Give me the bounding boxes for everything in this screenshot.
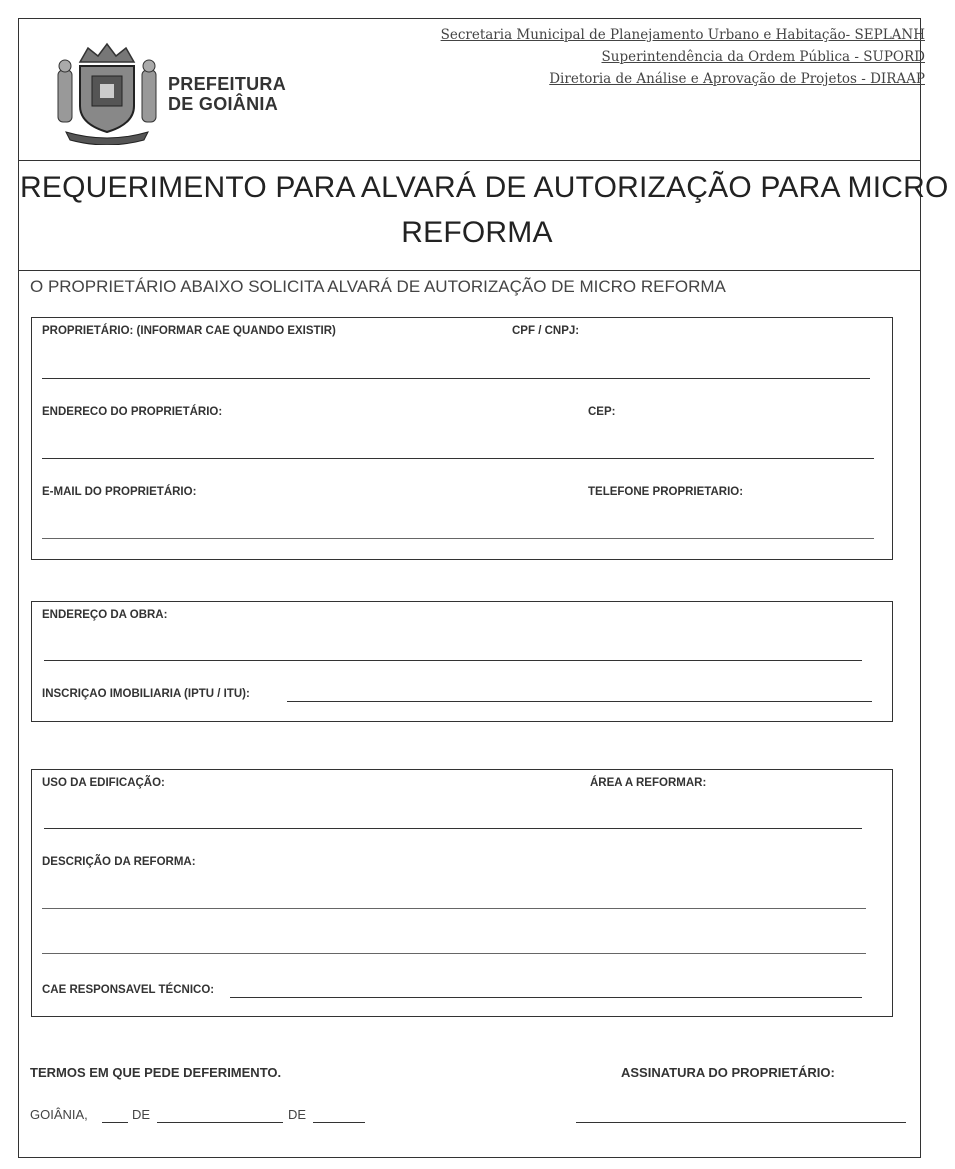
owner-address-label: ENDERECO DO PROPRIETÁRIO: xyxy=(42,406,223,418)
brand-line-2: DE GOIÂNIA xyxy=(168,94,279,114)
day-field[interactable] xyxy=(102,1122,128,1123)
cep-label: CEP: xyxy=(588,406,616,418)
reform-section xyxy=(31,769,893,1017)
header-divider xyxy=(18,160,921,161)
reform-description-line-1[interactable] xyxy=(42,908,866,909)
technical-cae-label: CAE RESPONSAVEL TÉCNICO: xyxy=(42,984,215,996)
property-registration-field[interactable] xyxy=(287,701,872,702)
form-title-line-2: REFORMA xyxy=(401,216,553,249)
terms-text: TERMOS EM QUE PEDE DEFERIMENTO. xyxy=(30,1065,282,1080)
owner-field[interactable] xyxy=(42,378,870,379)
property-registration-label: INSCRIÇAO IMOBILIARIA (IPTU / ITU): xyxy=(42,688,250,700)
de-label-1: DE xyxy=(132,1107,151,1122)
reform-description-line-2[interactable] xyxy=(42,953,866,954)
city-label: GOIÂNIA, xyxy=(30,1107,88,1122)
owner-signature-field[interactable] xyxy=(576,1122,906,1123)
year-field[interactable] xyxy=(313,1122,365,1123)
owner-section xyxy=(31,317,893,560)
form-title-line-1: REQUERIMENTO PARA ALVARÁ DE AUTORIZAÇÃO PARA MICRO xyxy=(20,171,949,204)
building-use-label: USO DA EDIFICAÇÃO: xyxy=(42,777,165,789)
owner-signature-label: ASSINATURA DO PROPRIETÁRIO: xyxy=(621,1065,835,1080)
owner-phone-label: TELEFONE PROPRIETARIO: xyxy=(588,486,744,498)
title-divider xyxy=(18,270,921,271)
building-use-field[interactable] xyxy=(44,828,862,829)
owner-email-label: E-MAIL DO PROPRIETÁRIO: xyxy=(42,486,197,498)
agency-supord: Superintendência da Ordem Pública - SUPORD xyxy=(601,49,925,65)
agency-seplanh: Secretaria Municipal de Planejamento Urbano e Habitação- SEPLANH xyxy=(440,27,925,43)
agency-diraap: Diretoria de Análise e Aprovação de Projetos - DIRAAP xyxy=(549,71,925,87)
brand-line-1: PREFEITURA xyxy=(168,74,287,94)
cpf-cnpj-label: CPF / CNPJ: xyxy=(512,325,580,337)
city-coat-of-arms-logo xyxy=(52,40,162,145)
owner-email-phone-field[interactable] xyxy=(42,538,874,539)
month-field[interactable] xyxy=(157,1122,283,1123)
form-subheading: O PROPRIETÁRIO ABAIXO SOLICITA ALVARÁ DE AUTORIZAÇÃO DE MICRO REFORMA xyxy=(30,277,726,296)
work-address-field[interactable] xyxy=(44,660,862,661)
owner-label: PROPRIETÁRIO: (INFORMAR CAE QUANDO EXISTIR) xyxy=(42,325,336,337)
reform-area-label: ÁREA A REFORMAR: xyxy=(590,777,707,789)
de-label-2: DE xyxy=(288,1107,307,1122)
technical-cae-field[interactable] xyxy=(230,997,862,998)
work-address-label: ENDEREÇO DA OBRA: xyxy=(42,609,168,621)
owner-address-field[interactable] xyxy=(42,458,874,459)
reform-description-label: DESCRIÇÃO DA REFORMA: xyxy=(42,856,196,868)
